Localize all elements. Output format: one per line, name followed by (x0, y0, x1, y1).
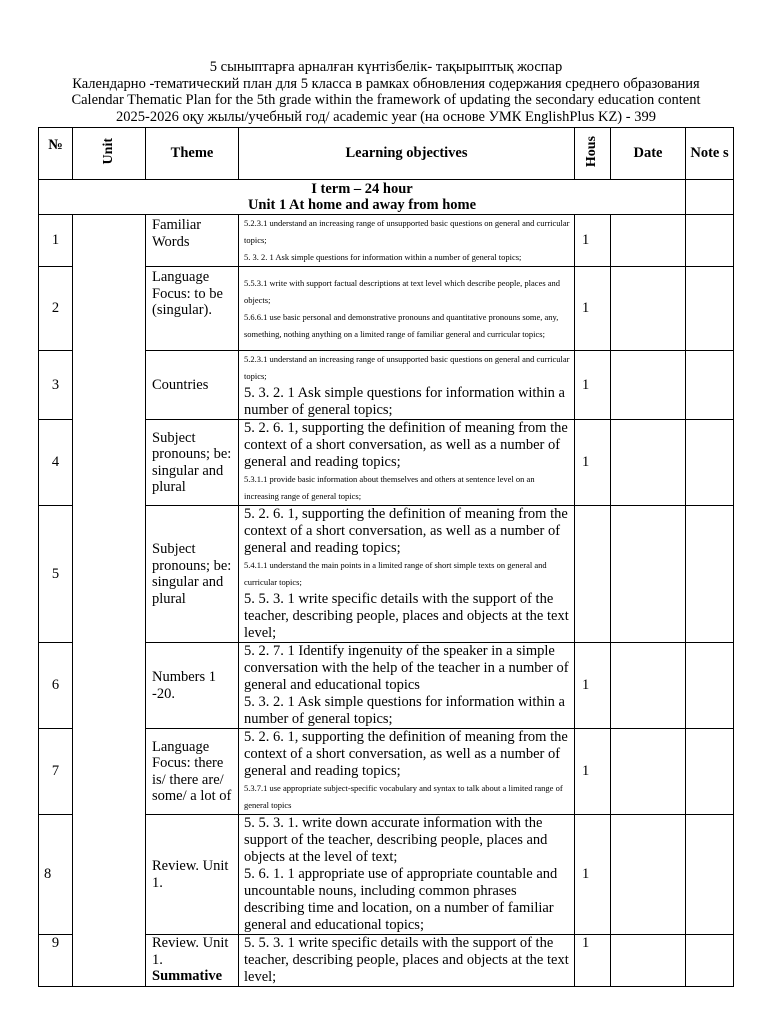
row-number: 5 (39, 506, 73, 643)
date-cell[interactable] (611, 267, 686, 351)
term-cell (39, 180, 686, 215)
learning-objective: 5. 2. 7. 1 Identify ingenuity of the speaker in a simple conversation with the help of the teacher in a number of general and educational topics (244, 643, 569, 693)
date-cell[interactable] (611, 815, 686, 935)
learning-objective: 5. 3. 2. 1 Ask simple questions for information within a number of general topics; (244, 385, 565, 418)
learning-objective: 5.2.3.1 understand an increasing range of unsupported basic questions on general and curricular topics; (244, 218, 570, 245)
row-number: 2 (39, 267, 73, 351)
objectives-cell (239, 420, 575, 506)
notes-cell[interactable] (686, 815, 734, 935)
theme-text: Countries (152, 376, 209, 393)
theme-bold-text: Summative (152, 968, 223, 984)
theme-text: Language Focus: there is/ there are/ some/ a lot of (152, 738, 232, 804)
learning-objective: 5.6.6.1 use basic personal and demonstrative pronouns and quantitative pronouns some, any, something, nothing anything on a limited range of familiar general and curricular topics; (244, 311, 559, 339)
theme-cell (146, 935, 239, 987)
col-header-notes: Note s (686, 128, 734, 180)
learning-objective: 5. 5. 3. 1 write specific details with the support of the teacher, describing people, places and objects at the text level; (244, 935, 569, 985)
row-number: 9 (39, 935, 73, 987)
row-number: 7 (39, 729, 73, 815)
hours-cell: 1 (575, 215, 611, 267)
hours-cell: 1 (575, 643, 611, 729)
thematic-plan-table (38, 127, 734, 987)
learning-objective: 5. 3. 2. 1 Ask simple questions for information within a number of general topics; (244, 252, 522, 262)
theme-cell (146, 215, 239, 267)
term-title: I term – 24 hour (311, 180, 413, 197)
col-header-unit-label: Unit (100, 138, 116, 165)
table-row (39, 215, 734, 267)
theme-text: Familiar Words (152, 217, 202, 250)
learning-objective: 5.2.3.1 understand an increasing range of unsupported basic questions on general and curricular topics; (244, 354, 570, 381)
hours-cell: 1 (575, 420, 611, 506)
theme-text: Review. Unit 1. (152, 858, 229, 891)
date-cell[interactable] (611, 506, 686, 643)
document-header (30, 59, 742, 125)
learning-objective: 5.3.1.1 provide basic information about themselves and others at sentence level on an increasing range of general topics; (244, 474, 535, 501)
learning-objective: 5.4.1.1 understand the main points in a limited range of short simple texts on general and curricular topics; (244, 560, 547, 587)
plan-rows (39, 215, 734, 987)
hours-cell: 1 (575, 935, 611, 987)
learning-objective: 5. 2. 6. 1, supporting the definition of meaning from the context of a short conversation, as well as a number of general and reading topics; (244, 420, 568, 470)
theme-text: Language Focus: to be (singular). (152, 269, 223, 318)
theme-cell (146, 267, 239, 351)
notes-cell[interactable] (686, 267, 734, 351)
learning-objective: 5.3.7.1 use appropriate subject-specific vocabulary and syntax to talk about a limited range of general topics (244, 783, 563, 810)
objectives-cell (239, 506, 575, 643)
learning-objective: 5. 2. 6. 1, supporting the definition of meaning from the context of a short conversation, as well as a number of general and reading topics; (244, 506, 568, 556)
unit-cell (73, 215, 146, 987)
unit-title: Unit 1 At home and away from home (247, 197, 477, 213)
col-header-hours-label: Hous (584, 136, 600, 168)
learning-objective: 5. 3. 2. 1 Ask simple questions for information within a number of general topics; (244, 694, 565, 727)
theme-cell (146, 643, 239, 729)
date-cell[interactable] (611, 729, 686, 815)
table-header-row (39, 128, 734, 180)
objectives-cell (239, 643, 575, 729)
theme-cell (146, 815, 239, 935)
hours-cell: 1 (575, 351, 611, 420)
theme-cell (146, 351, 239, 420)
objectives-cell (239, 215, 575, 267)
col-header-number: № (39, 128, 73, 180)
objectives-cell (239, 729, 575, 815)
col-header-date: Date (611, 128, 686, 180)
theme-text: Subject pronouns; be: singular and plural (152, 429, 232, 495)
learning-objective: 5. 5. 3. 1 write specific details with the support of the teacher, describing people, places and objects at the text level; (244, 591, 569, 641)
notes-cell[interactable] (686, 643, 734, 729)
objectives-cell (239, 815, 575, 935)
theme-text: Review. Unit 1. (152, 935, 229, 968)
theme-cell (146, 420, 239, 506)
date-cell[interactable] (611, 935, 686, 987)
objectives-cell (239, 935, 575, 987)
theme-cell (146, 506, 239, 643)
hours-cell: 1 (575, 815, 611, 935)
row-number: 8 (39, 815, 73, 935)
hours-cell: 1 (575, 267, 611, 351)
notes-cell[interactable] (686, 420, 734, 506)
date-cell[interactable] (611, 215, 686, 267)
notes-cell[interactable] (686, 351, 734, 420)
col-header-theme: Theme (146, 128, 239, 180)
objectives-cell (239, 351, 575, 420)
row-number: 1 (39, 215, 73, 267)
learning-objective: 5. 5. 3. 1. write down accurate information with the support of the teacher, describing people, places and objects at the level of text; (244, 815, 548, 865)
learning-objective: 5. 6. 1. 1 appropriate use of appropriate countable and uncountable nouns, including common phrases describing time and location, on a number of familiar general and educational topics; (244, 866, 558, 933)
row-number: 3 (39, 351, 73, 420)
theme-text: Numbers 1 -20. (152, 669, 217, 702)
date-cell[interactable] (611, 420, 686, 506)
learning-objective: 5.5.3.1 write with support factual descriptions at text level which describe people, places and objects; (244, 277, 561, 305)
header-line-kazakh: 5 сыныптарға арналған күнтізбелік- тақырыптық жоспар (209, 59, 563, 75)
theme-text: Subject pronouns; be: singular and plural (152, 541, 232, 607)
row-number: 6 (39, 643, 73, 729)
objectives-cell (239, 267, 575, 351)
term-row (39, 180, 734, 215)
hours-cell (575, 506, 611, 643)
notes-cell[interactable] (686, 506, 734, 643)
row-number: 4 (39, 420, 73, 506)
notes-cell[interactable] (686, 935, 734, 987)
header-line-english: Calendar Thematic Plan for the 5th grade within the framework of updating the secondary education content (71, 92, 701, 108)
theme-cell (146, 729, 239, 815)
date-cell[interactable] (611, 351, 686, 420)
col-header-unit (73, 128, 146, 180)
notes-cell[interactable] (686, 215, 734, 267)
header-line-russian: Календарно -тематический план для 5 класса в рамках обновления содержания среднего образования (72, 75, 700, 92)
date-cell[interactable] (611, 643, 686, 729)
header-line-year: 2025-2026 оқу жылы/учебный год/ academic year (на основе УМК EnglishPlus KZ) - 399 (116, 108, 656, 125)
hours-cell: 1 (575, 729, 611, 815)
term-notes-cell (686, 180, 734, 215)
learning-objective: 5. 2. 6. 1, supporting the definition of meaning from the context of a short conversation, as well as a number of general and reading topics; (244, 729, 568, 779)
col-header-hours (575, 128, 611, 180)
notes-cell[interactable] (686, 729, 734, 815)
col-header-objectives: Learning objectives (239, 128, 575, 180)
